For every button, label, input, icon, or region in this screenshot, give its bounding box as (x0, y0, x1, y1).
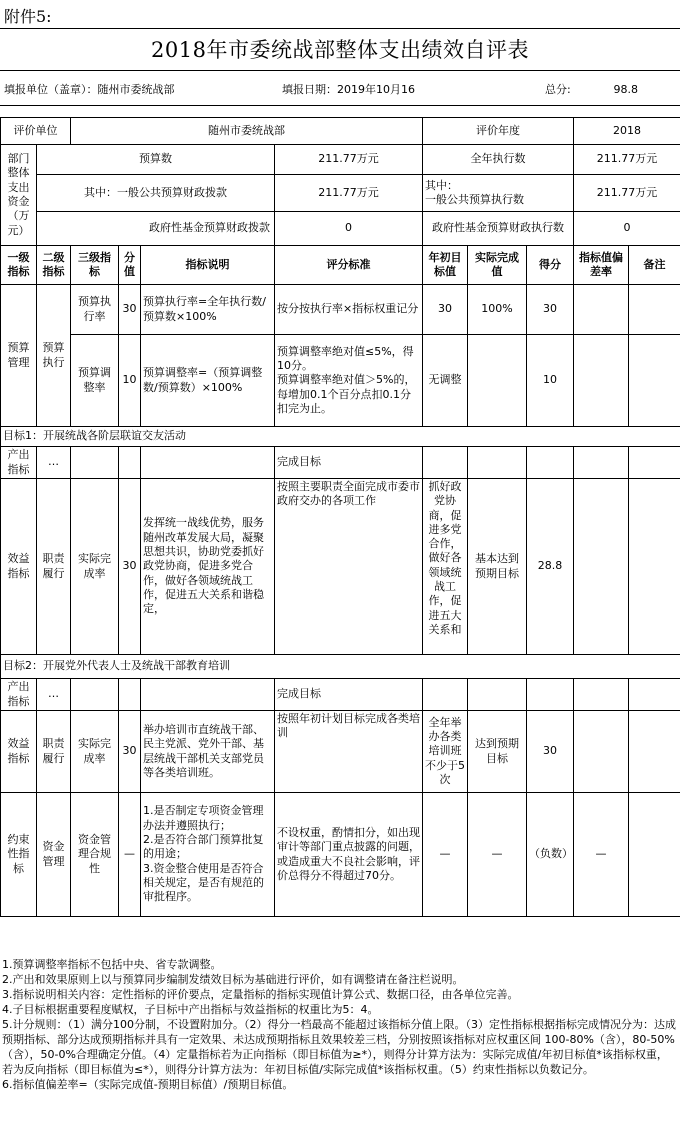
eval-unit-label: 评价单位 (1, 118, 71, 145)
general-exec-label: 其中： 一般公共预算执行数 (423, 175, 574, 212)
gov-fund-exec-value: 0 (574, 212, 680, 246)
actual-cell (468, 335, 527, 427)
level2-cell: 职责履行 (37, 479, 71, 655)
eval-year-label: 评价年度 (423, 118, 574, 145)
note-item: 1.预算调整率指标不包括中央、省专款调整。 (2, 958, 222, 971)
target-cell: 无调整 (423, 335, 468, 427)
col-header: 指标值偏差率 (574, 246, 629, 285)
score-value: 98.8 (613, 83, 638, 96)
note-item: 4.子目标根据重要程度赋权，子目标中产出指标与效益指标的权重比为5：4。 (2, 1003, 379, 1016)
level3-cell: 实际完成率 (71, 479, 119, 655)
note-item: 3.指标说明相关内容：定性指标的评价要点，定量指标的指标实现值计算公式、数据口径，由各单位完善。 (2, 988, 519, 1001)
divider (0, 105, 680, 106)
col-header: 得分 (527, 246, 574, 285)
score-cell: 30 (119, 479, 141, 655)
gov-fund-exec-label: 政府性基金预算财政执行数 (423, 212, 574, 246)
got-cell: 10 (527, 335, 574, 427)
criteria-cell: 按分按执行率×指标权重记分 (275, 285, 423, 335)
score-cell: 10 (119, 335, 141, 427)
budget-mgmt-level2: 预算执行 (37, 285, 71, 427)
general-value: 211.77万元 (275, 175, 423, 212)
col-header: 实际完成值 (468, 246, 527, 285)
desc-cell: 举办培训市直统战干部、民主党派、党外干部、基层统战干部机关支部党员等各类培训班。 (141, 711, 275, 793)
col-header: 年初目标值 (423, 246, 468, 285)
goal1-title: 目标1：开展统战各阶层联谊交友活动 (1, 427, 680, 447)
eval-year-value: 2018 (574, 118, 680, 145)
page-title: 2018年市委统战部整体支出绩效自评表 (151, 38, 529, 62)
criteria-cell: 预算调整率绝对值≤5%，得10分。 预算调整率绝对值＞5%的，每增加0.1个百分点扣0.1分扣完为止。 (275, 335, 423, 427)
deviation-cell (574, 711, 629, 793)
level3-cell: 实际完成率 (71, 711, 119, 793)
got-cell: （负数） (527, 793, 574, 917)
exec-label: 全年执行数 (423, 145, 574, 175)
note-item: 5.计分规则：（1）满分100分制，不设置附加分。（2）得分一档最高不能超过该指标分值上限。（3）定性指标根据指标完成情况分为：达成预期指标、部分达成预期指标并具有一定效果、未达成预期指标且效果较差三档，分别按照该指标对应权重区间 100-80%（含），80-50%（含），50-0%合理确定分值。（4）定量指标若为正向指标（即目标值为≥*），则得分计算方法为：实际完成值/年初目标值*该指标权重，若为反向指标（即目标值为≤*），则得分计算方法为：年初目标值/实际完成值*该指标权重。（5）约束性指标以负数记分。 (2, 1018, 676, 1076)
fund-label: 部门整体支出资金（万元） (1, 145, 37, 246)
score-cell: 30 (119, 711, 141, 793)
remark-cell (629, 335, 680, 427)
desc-cell: 预算执行率=全年执行数/预算数×100% (141, 285, 275, 335)
target-cell: 全年举办各类培训班不少于5次 (423, 711, 468, 793)
col-header: 二级指标 (37, 246, 71, 285)
budget-value: 211.77万元 (275, 145, 423, 175)
desc-cell: 发挥统一战线优势，服务随州改革发展大局，凝聚思想共识，协助党委抓好政党协商，促进多党合作，做好各领域统战工作，促进五大关系和谐稳定， (141, 479, 275, 655)
target-cell: 30 (423, 285, 468, 335)
got-cell: 28.8 (527, 479, 574, 655)
exec-value: 211.77万元 (574, 145, 680, 175)
actual-cell: — (468, 793, 527, 917)
level3-cell: 预算调整率 (71, 335, 119, 427)
col-header: 三级指标 (71, 246, 119, 285)
target-cell: 抓好政党协商，促进多党合作，做好各领域统战工作，促进五大关系和 (423, 479, 468, 655)
constraint-level1: 约束性指标 (1, 793, 37, 917)
attachment-label: 附件5: (4, 7, 52, 26)
eval-unit-value: 随州市委统战部 (71, 118, 423, 145)
criteria-cell: 完成目标 (275, 679, 423, 711)
got-cell: 30 (527, 711, 574, 793)
general-label: 其中：一般公共预算财政拨款 (37, 175, 275, 212)
remark-cell (629, 479, 680, 655)
budget-label: 预算数 (37, 145, 275, 175)
criteria-cell: 按照年初计划目标完成各类培训 (275, 711, 423, 793)
remark-cell (629, 711, 680, 793)
date-label: 填报日期：2019年10月16 (282, 83, 415, 96)
level2-cell: 职责履行 (37, 711, 71, 793)
col-header: 备注 (629, 246, 680, 285)
divider (0, 70, 680, 71)
note-item: 6.指标值偏差率=（实际完成值-预期目标值）/预期目标值。 (2, 1078, 294, 1091)
deviation-cell (574, 335, 629, 427)
gov-fund-label: 政府性基金预算财政拨款 (37, 212, 275, 246)
got-cell: 30 (527, 285, 574, 335)
effect-label: 效益指标 (1, 711, 37, 793)
evaluation-table (0, 117, 680, 917)
divider (0, 28, 680, 29)
notes (2, 957, 678, 1092)
criteria-cell: 不设权重，酌情扣分，如出现审计等部门重点披露的问题，或造成重大不良社会影响，评价总得分不得超过70分。 (275, 793, 423, 917)
budget-mgmt-level1: 预算管理 (1, 285, 37, 427)
score-label: 总分: (545, 83, 571, 96)
general-exec-value: 211.77万元 (574, 175, 680, 212)
deviation-cell (574, 285, 629, 335)
goal2-title: 目标2：开展党外代表人士及统战干部教育培训 (1, 655, 680, 679)
criteria-cell: 完成目标 (275, 447, 423, 479)
col-header: 分值 (119, 246, 141, 285)
unit-label: 填报单位（盖章）：随州市委统战部 (4, 83, 175, 96)
gov-fund-value: 0 (275, 212, 423, 246)
desc-cell: 1.是否制定专项资金管理办法并遵照执行； 2.是否符合部门预算批复的用途； 3.资金整合使用是否符合相关规定，是否有规范的审批程序。 (141, 793, 275, 917)
output-label: 产出指标 (1, 679, 37, 711)
constraint-level2: 资金管理 (37, 793, 71, 917)
level3-cell: 预算执行率 (71, 285, 119, 335)
target-cell: — (423, 793, 468, 917)
actual-cell: 达到预期目标 (468, 711, 527, 793)
criteria-cell: 按照主要职责全面完成市委市政府交办的各项工作 (275, 479, 423, 655)
score-cell: 30 (119, 285, 141, 335)
note-item: 2.产出和效果原则上以与预算同步编制发绩效目标为基础进行评价，如有调整请在备注栏说明。 (2, 973, 464, 986)
actual-cell: 100% (468, 285, 527, 335)
deviation-cell: — (574, 793, 629, 917)
score-cell: — (119, 793, 141, 917)
col-header: 评分标准 (275, 246, 423, 285)
desc-cell: 预算调整率=（预算调整数/预算数）×100% (141, 335, 275, 427)
effect-label: 效益指标 (1, 479, 37, 655)
col-header: 指标说明 (141, 246, 275, 285)
deviation-cell (574, 479, 629, 655)
actual-cell: 基本达到预期目标 (468, 479, 527, 655)
output-dots: … (37, 447, 71, 479)
remark-cell (629, 285, 680, 335)
level3-cell: 资金管理合规性 (71, 793, 119, 917)
col-header: 一级指标 (1, 246, 37, 285)
output-dots: … (37, 679, 71, 711)
remark-cell (629, 793, 680, 917)
output-label: 产出指标 (1, 447, 37, 479)
